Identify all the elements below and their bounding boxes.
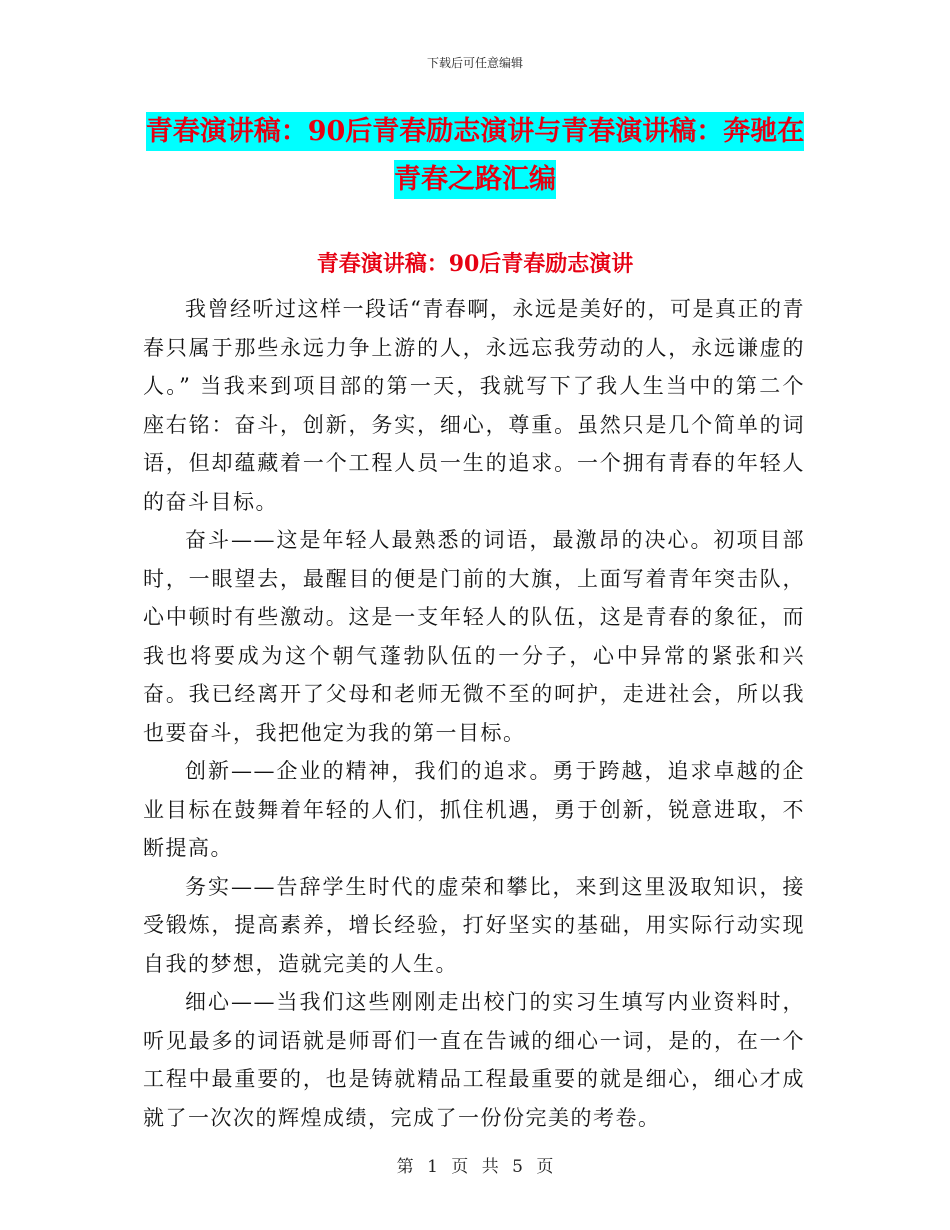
paragraph: 奋斗——这是年轻人最熟悉的词语，最激昂的决心。初项目部时，一眼望去，最醒目的便是门前的大旗，上面写着青年突击队，心中顿时有些激动。这是一支年轻人的队伍，这是青春的象征，而我也将要成为这个朝气蓬勃队伍的一分子，心中异常的紧张和兴奋。我已经离开了父母和老师无微不至的呵护，走进社会，所以我也要奋斗，我把他定为我的第一目标。 xyxy=(143,528,805,745)
paragraph: 我曾经听过这样一段话“青春啊，永远是美好的，可是真正的青春只属于那些永远力争上游的人，永远忘我劳动的人，永远谦虚的人。” 当我来到项目部的第一天，我就写下了我人生当中的第二个座右铭：奋斗，创新，务实，细心，尊重。虽然只是几个简单的词语，但却蕴藏着一个工程人员一生的追求。一个拥有青春的年轻人的奋斗目标。 xyxy=(143,297,805,514)
paragraph: 务实——告辞学生时代的虚荣和攀比，来到这里汲取知识，接受锻炼，提高素养，增长经验，打好坚实的基础，用实际行动实现自我的梦想，造就完美的人生。 xyxy=(143,874,805,976)
page-number-footer: 第 1 页 共 5 页 xyxy=(396,1157,554,1177)
paragraph: 细心——当我们这些刚刚走出校门的实习生填写内业资料时，听见最多的词语就是师哥们一直在告诫的细心一词，是的，在一个工程中最重要的，也是铸就精品工程最重要的就是细心，细心才成就了一次次的辉煌成绩，完成了一份份完美的考卷。 xyxy=(143,990,805,1130)
paragraph: 创新——企业的精神，我们的追求。勇于跨越，追求卓越的企业目标在鼓舞着年轻的人们，抓住机遇，勇于创新，锐意进取，不断提高。 xyxy=(143,759,805,860)
header-note: 下载后可任意编辑 xyxy=(426,56,523,70)
document-title xyxy=(140,108,810,204)
document-title-text: 青春演讲稿：90后青春励志演讲与青春演讲稿：奔驰在青春之路汇编 xyxy=(146,112,805,199)
document-body xyxy=(143,290,805,1137)
section-heading: 青春演讲稿：90后青春励志演讲 xyxy=(316,251,634,277)
